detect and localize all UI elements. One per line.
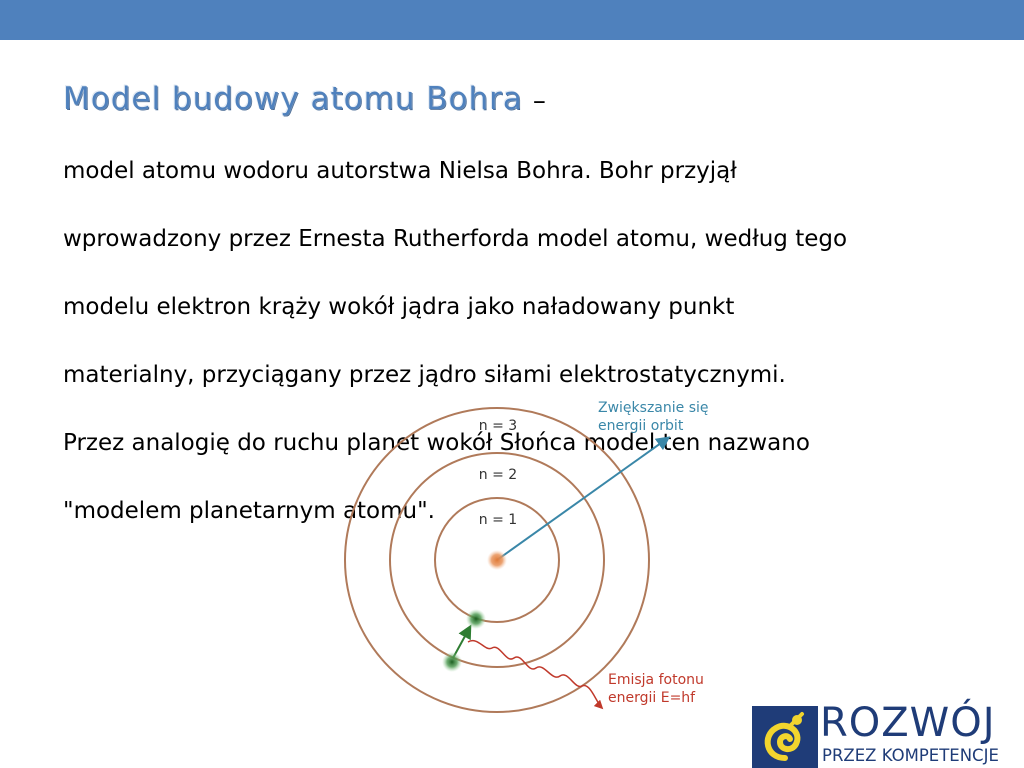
photon-wave bbox=[468, 641, 602, 708]
logo-name: ROZWÓJ bbox=[820, 700, 996, 746]
body-line: Przez analogię do ruchu planet wokół Słońca model ten nazwano bbox=[63, 430, 810, 456]
electron-n2 bbox=[466, 609, 486, 629]
slide-heading bbox=[63, 80, 973, 120]
orbit-label-n1: n = 1 bbox=[478, 512, 518, 528]
logo-emblem-icon bbox=[752, 706, 818, 768]
bohr-model-diagram bbox=[320, 390, 740, 730]
photon-label-line1: Emisja fotonu bbox=[608, 672, 704, 688]
slide-title: Model budowy atomu Bohra bbox=[63, 81, 523, 117]
nucleus bbox=[487, 550, 507, 570]
logo-tagline: PRZEZ KOMPETENCJE bbox=[822, 746, 999, 765]
energy-label-line1: Zwiększanie się bbox=[598, 400, 709, 416]
body-line: model atomu wodoru autorstwa Nielsa Bohra. Bohr przyjął bbox=[63, 158, 737, 184]
orbit-label-n3: n = 3 bbox=[478, 418, 518, 434]
photon-label-line2: energii E=hf bbox=[608, 690, 696, 706]
rozwoj-logo bbox=[752, 702, 1024, 768]
body-line: wprowadzony przez Ernesta Rutherforda model atomu, według tego bbox=[63, 226, 848, 252]
electron-n3 bbox=[442, 652, 462, 672]
title-dash: – bbox=[532, 86, 547, 116]
orbit-label-n2: n = 2 bbox=[478, 467, 518, 483]
body-line: modelu elektron krąży wokół jądra jako naładowany punkt bbox=[63, 294, 735, 320]
energy-label-line2: energii orbit bbox=[598, 418, 684, 434]
body-line: materialny, przyciągany przez jądro siłami elektrostatycznymi. bbox=[63, 362, 786, 388]
body-line: "modelem planetarnym atomu". bbox=[63, 498, 435, 524]
top-bar bbox=[0, 0, 1024, 40]
